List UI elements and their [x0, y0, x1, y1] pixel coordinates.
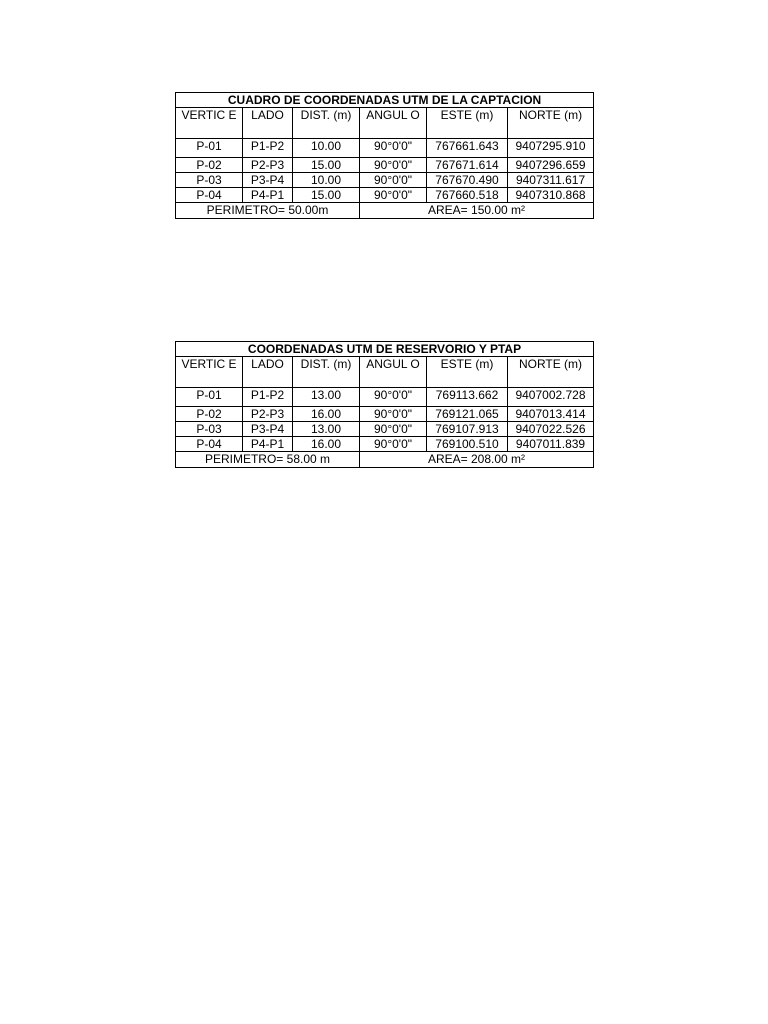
summary-row	[176, 452, 594, 468]
cell-dist: 10.00	[293, 173, 360, 188]
header-angulo: ANGUL O	[360, 108, 427, 139]
cell-vertice: P-03	[176, 422, 243, 437]
table-row	[176, 437, 594, 452]
perimeter-value: PERIMETRO= 50.00m	[176, 203, 360, 219]
table-row	[176, 188, 594, 203]
reservorio-coordinates-table	[175, 341, 594, 468]
cell-lado: P4-P1	[243, 437, 293, 452]
cell-vertice: P-01	[176, 139, 243, 158]
header-row	[176, 357, 594, 388]
header-row	[176, 108, 594, 139]
cell-vertice: P-04	[176, 437, 243, 452]
header-este: ESTE (m)	[427, 357, 508, 388]
cell-dist: 13.00	[293, 422, 360, 437]
table-row	[176, 139, 594, 158]
cell-este: 767660.518	[427, 188, 508, 203]
cell-vertice: P-04	[176, 188, 243, 203]
cell-dist: 10.00	[293, 139, 360, 158]
header-este: ESTE (m)	[427, 108, 508, 139]
table-row	[176, 388, 594, 407]
cell-dist: 15.00	[293, 158, 360, 173]
cell-dist: 16.00	[293, 407, 360, 422]
cell-lado: P2-P3	[243, 158, 293, 173]
cell-vertice: P-02	[176, 158, 243, 173]
table-title: COORDENADAS UTM DE RESERVORIO Y PTAP	[176, 342, 594, 357]
cell-angulo: 90°0'0"	[360, 388, 427, 407]
cell-norte: 9407013.414	[508, 407, 594, 422]
cell-angulo: 90°0'0"	[360, 158, 427, 173]
header-norte: NORTE (m)	[508, 357, 594, 388]
summary-row	[176, 203, 594, 219]
cell-dist: 15.00	[293, 188, 360, 203]
cell-norte: 9407022.526	[508, 422, 594, 437]
cell-angulo: 90°0'0"	[360, 407, 427, 422]
cell-angulo: 90°0'0"	[360, 188, 427, 203]
cell-angulo: 90°0'0"	[360, 437, 427, 452]
header-norte: NORTE (m)	[508, 108, 594, 139]
table-row	[176, 158, 594, 173]
cell-este: 769113.662	[427, 388, 508, 407]
cell-norte: 9407311.617	[508, 173, 594, 188]
cell-dist: 16.00	[293, 437, 360, 452]
cell-vertice: P-01	[176, 388, 243, 407]
cell-angulo: 90°0'0"	[360, 139, 427, 158]
table-row	[176, 407, 594, 422]
header-lado: LADO	[243, 108, 293, 139]
cell-este: 769107.913	[427, 422, 508, 437]
cell-este: 769100.510	[427, 437, 508, 452]
cell-norte: 9407310.868	[508, 188, 594, 203]
cell-angulo: 90°0'0"	[360, 422, 427, 437]
header-angulo: ANGUL O	[360, 357, 427, 388]
table-row	[176, 173, 594, 188]
cell-lado: P2-P3	[243, 407, 293, 422]
cell-vertice: P-02	[176, 407, 243, 422]
cell-angulo: 90°0'0"	[360, 173, 427, 188]
header-dist: DIST. (m)	[293, 108, 360, 139]
cell-este: 767671.614	[427, 158, 508, 173]
cell-norte: 9407002.728	[508, 388, 594, 407]
cell-lado: P1-P2	[243, 139, 293, 158]
cell-lado: P1-P2	[243, 388, 293, 407]
header-vertice: VERTIC E	[176, 108, 243, 139]
cell-lado: P3-P4	[243, 422, 293, 437]
captacion-coordinates-table	[175, 92, 594, 219]
perimeter-value: PERIMETRO= 58.00 m	[176, 452, 360, 468]
table-row	[176, 422, 594, 437]
cell-norte: 9407296.659	[508, 158, 594, 173]
cell-este: 769121.065	[427, 407, 508, 422]
header-lado: LADO	[243, 357, 293, 388]
cell-lado: P4-P1	[243, 188, 293, 203]
area-value: AREA= 208.00 m²	[360, 452, 594, 468]
cell-este: 767670.490	[427, 173, 508, 188]
cell-vertice: P-03	[176, 173, 243, 188]
cell-norte: 9407011.839	[508, 437, 594, 452]
table-title: CUADRO DE COORDENADAS UTM DE LA CAPTACION	[176, 93, 594, 108]
header-vertice: VERTIC E	[176, 357, 243, 388]
header-dist: DIST. (m)	[293, 357, 360, 388]
cell-dist: 13.00	[293, 388, 360, 407]
area-value: AREA= 150.00 m²	[360, 203, 594, 219]
cell-norte: 9407295.910	[508, 139, 594, 158]
cell-lado: P3-P4	[243, 173, 293, 188]
cell-este: 767661.643	[427, 139, 508, 158]
